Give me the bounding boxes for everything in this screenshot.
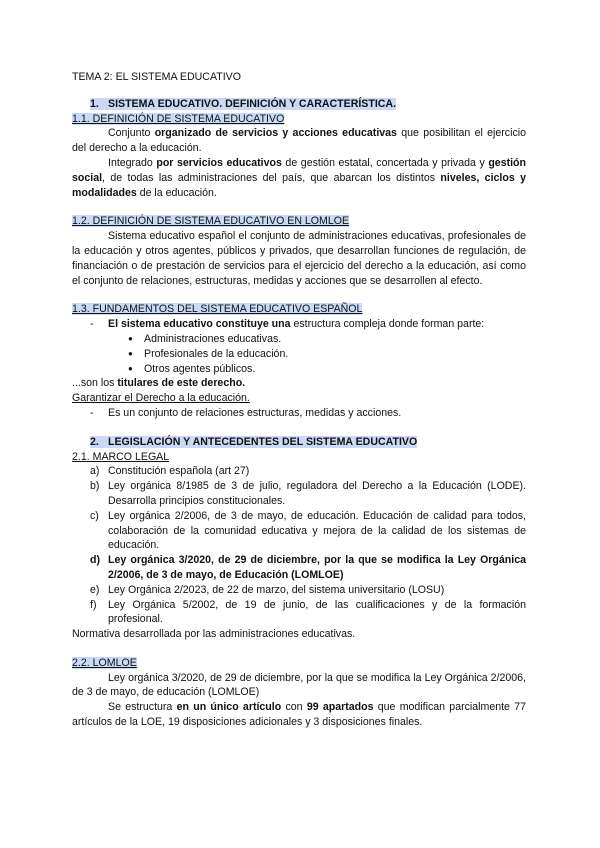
lomloe-paragraph-2: Se estructura en un único artículo con 99 apartados que modifican parcialmente 77 artículos de la LOE, 19 disposiciones adicionales y 3 disposiciones finales. bbox=[72, 701, 526, 729]
fundamentos-item-2: - Es un conjunto de relaciones estructuras, medidas y acciones. bbox=[90, 406, 402, 419]
section-1-heading bbox=[72, 97, 526, 112]
agents-bullet-item: ● Otros agentes públicos. bbox=[128, 362, 256, 375]
section-2-heading bbox=[72, 435, 526, 450]
subsection-2-1-heading: 2.1. MARCO LEGAL bbox=[72, 450, 170, 463]
section-2-number: 2. bbox=[90, 435, 99, 448]
law-item: a) Constitución española (art 27) bbox=[90, 465, 250, 478]
normativa-line: Normativa desarrollada por las administraciones educativas. bbox=[72, 628, 356, 641]
law-item: b) Ley orgánica 8/1985 de 3 de julio, reguladora del Derecho a la Educación (LODE). Desarrolla principios constitucionales. bbox=[90, 480, 526, 507]
law-item: d) Ley orgánica 3/2020, de 29 de diciembre, por la que se modifica la Ley Orgánica 2/2006, de 3 de mayo, de Educación (LOMLOE) bbox=[90, 554, 526, 581]
marco-legal-list bbox=[72, 464, 526, 627]
agents-bullet-item: ● Administraciones educativas. bbox=[128, 332, 282, 345]
law-item: e) Ley Orgánica 2/2023, de 22 de marzo, del sistema universitario (LOSU) bbox=[90, 583, 445, 596]
agents-bullet-item: ● Profesionales de la educación. bbox=[128, 347, 289, 360]
section-1-number: 1. bbox=[90, 97, 99, 110]
subsection-1-1-paragraph-1: Conjunto organizado de servicios y acciones educativas que posibilitan el ejercicio del derecho a la educación. bbox=[72, 127, 526, 155]
section-1-title: SISTEMA EDUCATIVO. DEFINICIÓN Y CARACTERÍSTICA. bbox=[108, 97, 397, 110]
fundamentos-list-2 bbox=[72, 406, 526, 421]
subsection-1-1-paragraph-2: Integrado por servicios educativos de gestión estatal, concertada y privada y gestión social, de todas las administraciones del país, que abarcan los distintos niveles, ciclos y modalidades de la educación. bbox=[72, 156, 526, 199]
fundamentos-list bbox=[72, 317, 526, 332]
garantizar-line: Garantizar el Derecho a la educación. bbox=[72, 392, 250, 405]
law-item: f) Ley Orgánica 5/2002, de 19 de junio, de las cualificaciones y de la formación profesional. bbox=[90, 598, 526, 626]
section-2-title: LEGISLACIÓN Y ANTECEDENTES DEL SISTEMA EDUCATIVO bbox=[108, 435, 418, 448]
agents-bullet-list bbox=[72, 332, 526, 376]
fundamentos-item-1: - El sistema educativo constituye una estructura compleja donde forman parte: bbox=[90, 318, 485, 331]
document-page bbox=[72, 70, 526, 730]
subsection-1-1-heading: 1.1. DEFINICIÓN DE SISTEMA EDUCATIVO bbox=[72, 112, 285, 125]
subsection-1-2-heading: 1.2. DEFINICIÓN DE SISTEMA EDUCATIVO EN LOMLOE bbox=[72, 215, 350, 228]
titulares-line: ...son los titulares de este derecho. bbox=[72, 377, 246, 390]
lomloe-paragraph-1: Ley orgánica 3/2020, de 29 de diciembre, por la que se modifica la Ley Orgánica 2/2006, de 3 de mayo, de educación (LOMLOE) bbox=[72, 671, 526, 699]
subsection-1-3-heading: 1.3. FUNDAMENTOS DEL SISTEMA EDUCATIVO ESPAÑOL bbox=[72, 303, 363, 316]
subsection-1-2-paragraph: Sistema educativo español el conjunto de administraciones educativas, profesionales de la educación y otros agentes, públicos y privados, que desarrollan funciones de regulación, de financiación o de prestación de servicios para el ejercicio del derecho a la educación, así como el conjunto de relaciones, estructuras, medidas y acciones que se desarrollen al efecto. bbox=[72, 230, 526, 287]
document-title: TEMA 2: EL SISTEMA EDUCATIVO bbox=[72, 71, 241, 83]
subsection-2-2-heading: 2.2. LOMLOE bbox=[72, 656, 137, 669]
law-item: c) Ley orgánica 2/2006, de 3 de mayo, de educación. Educación de calidad para todos, colaboración de la comunidad educativa y mejora de la calidad de los sistemas de educación. bbox=[90, 509, 526, 552]
